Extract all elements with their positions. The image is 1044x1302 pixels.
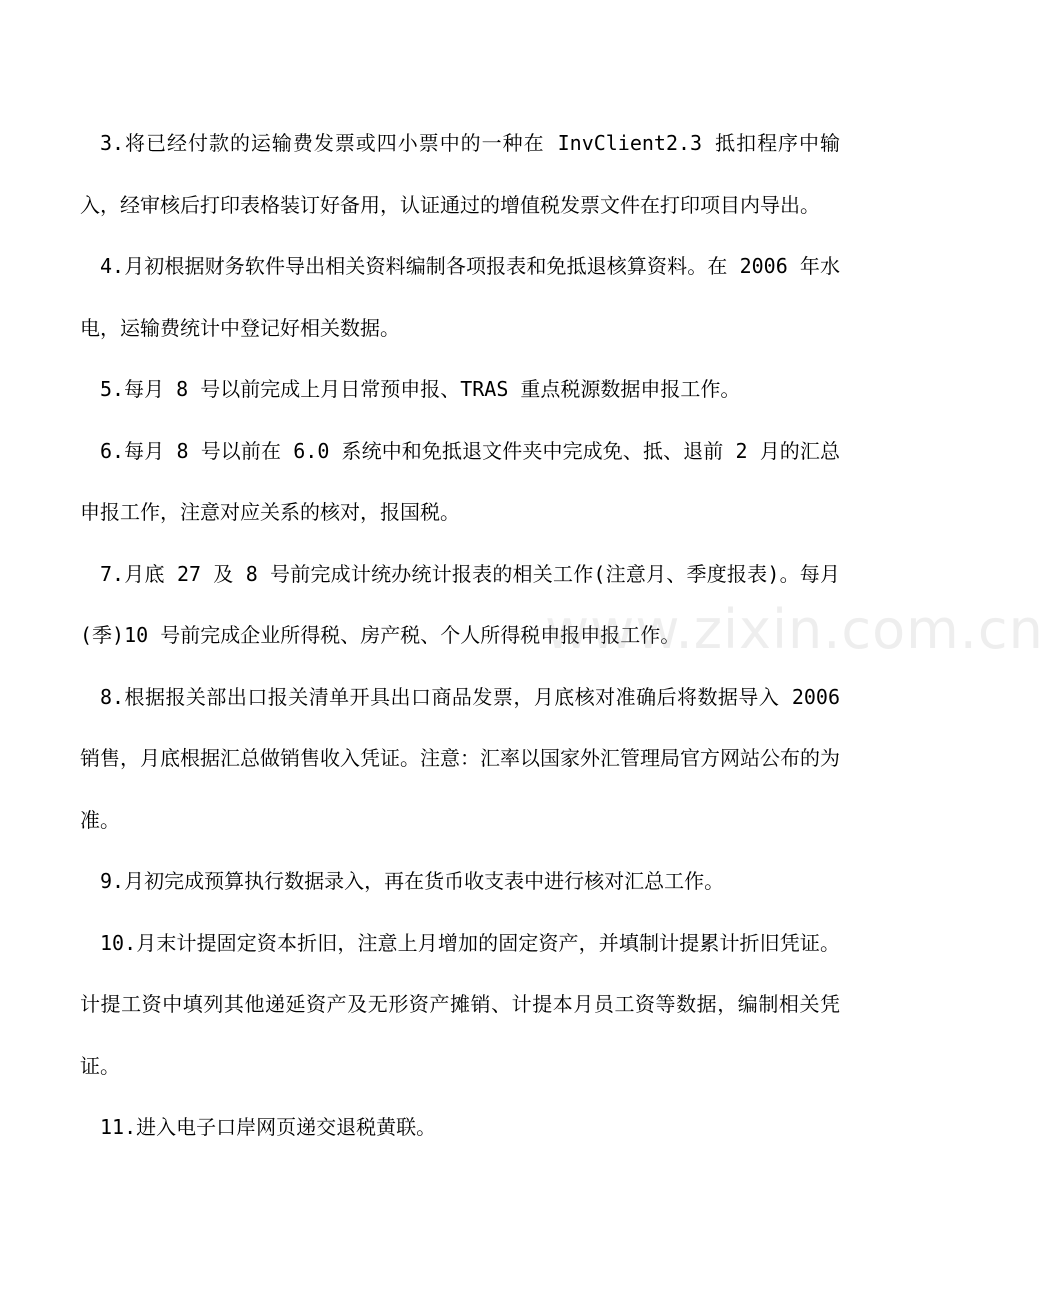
paragraph-11: 11.进入电子口岸网页递交退税黄联。 <box>100 1115 437 1139</box>
paragraph-3: 3.将已经付款的运输费发票或四小票中的一种在 InvClient2.3 抵扣程序中输入，经审核后打印表格装订好备用，认证通过的增值税发票文件在打印项目内导出。 <box>80 131 840 217</box>
paragraph-10: 10.月末计提固定资本折旧，注意上月增加的固定资产，并填制计提累计折旧凭证。计提工资中填列其他递延资产及无形资产摊销、计提本月员工资等数据，编制相关凭证。 <box>80 930 840 1078</box>
document-body <box>80 113 840 1159</box>
paragraph-9: 9.月初完成预算执行数据录入，再在货币收支表中进行核对汇总工作。 <box>100 869 725 893</box>
paragraph-5: 5.每月 8 号以前完成上月日常预申报、TRAS 重点税源数据申报工作。 <box>100 377 741 401</box>
paragraph-4: 4.月初根据财务软件导出相关资料编制各项报表和免抵退核算资料。在 2006 年水电，运输费统计中登记好相关数据。 <box>80 254 840 340</box>
paragraph-6: 6.每月 8 号以前在 6.0 系统中和免抵退文件夹中完成免、抵、退前 2 月的汇总申报工作，注意对应关系的核对，报国税。 <box>80 438 840 524</box>
paragraph-7: 7.月底 27 及 8 号前完成计统办统计报表的相关工作(注意月、季度报表)。每月(季)10 号前完成企业所得税、房产税、个人所得税申报申报工作。 <box>80 561 840 647</box>
paragraph-8: 8.根据报关部出口报关清单开具出口商品发票，月底核对准确后将数据导入 2006 销售，月底根据汇总做销售收入凭证。注意：汇率以国家外汇管理局官方网站公布的为准。 <box>80 684 840 832</box>
watermark: www.zixin.com.cn <box>545 598 1044 661</box>
